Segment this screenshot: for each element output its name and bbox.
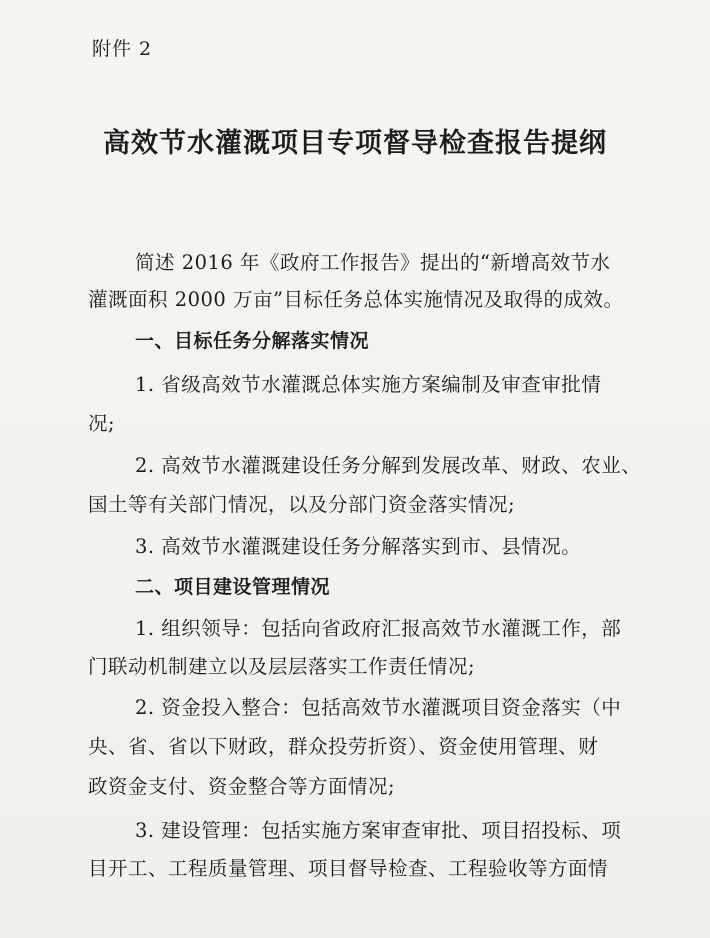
document-title: 高效节水灌溉项目专项督导检查报告提纲: [103, 128, 607, 159]
section1-item3-line1: 3. 高效节水灌溉建设任务分解落实到市、县情况。: [135, 535, 582, 558]
section2-item1-line1: 1. 组织领导：包括向省政府汇报高效节水灌溉工作，部: [135, 617, 622, 640]
section2-heading: 二、项目建设管理情况: [135, 576, 331, 598]
intro-line-2: 灌溉面积 2000 万亩”目标任务总体实施情况及取得的成效。: [88, 288, 624, 311]
intro-line-1: 简述 2016 年《政府工作报告》提出的“新增高效节水: [135, 251, 611, 274]
section1-item2-line1: 2. 高效节水灌溉建设任务分解到发展改革、财政、农业、: [135, 454, 642, 477]
section1-heading: 一、目标任务分解落实情况: [135, 330, 370, 352]
section1-item2-line2: 国土等有关部门情况，以及分部门资金落实情况;: [88, 493, 516, 516]
section2-item2-line1: 2. 资金投入整合：包括高效节水灌溉项目资金落实（中: [135, 696, 622, 719]
section1-item1-line1: 1. 省级高效节水灌溉总体实施方案编制及审查审批情: [135, 373, 602, 396]
section1-item1-line2: 况;: [88, 412, 116, 435]
section2-item2-line3: 政资金支付、资金整合等方面情况;: [88, 775, 396, 798]
section2-item3-line2: 目开工、工程质量管理、项目督导检查、工程验收等方面情: [88, 857, 609, 880]
section2-item2-line2: 央、省、省以下财政，群众投劳折资）、资金使用管理、财: [88, 735, 599, 758]
attachment-label: 附件 2: [92, 38, 153, 60]
section2-item1-line2: 门联动机制建立以及层层落实工作责任情况;: [88, 655, 476, 678]
section2-item3-line1: 3. 建设管理：包括实施方案审查审批、项目招投标、项: [135, 819, 622, 842]
